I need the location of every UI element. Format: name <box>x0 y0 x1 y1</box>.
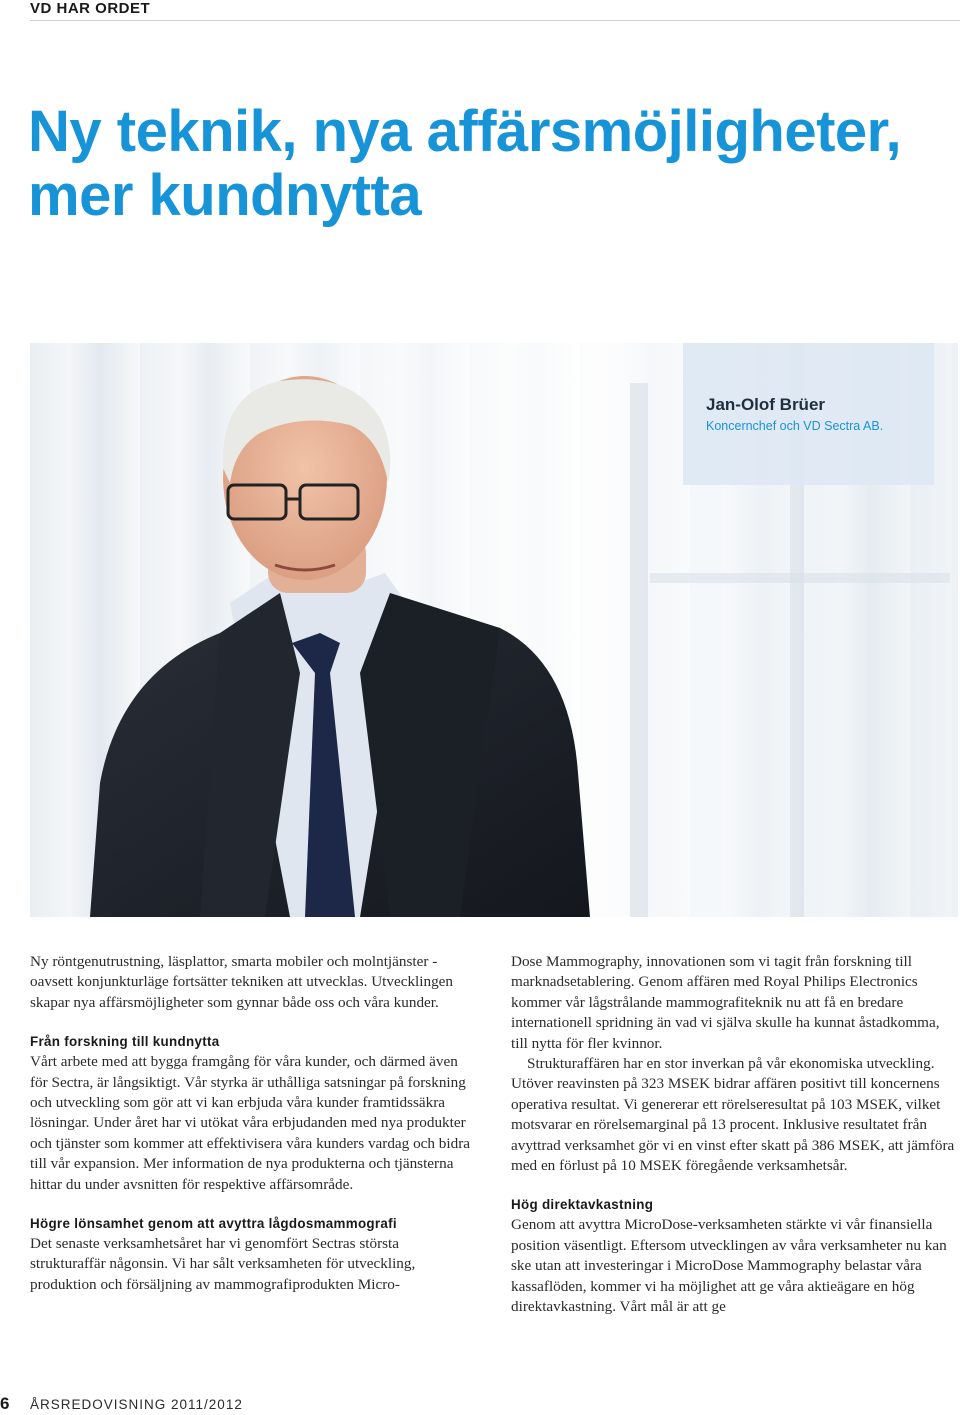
subheading-profitability: Högre lönsamhet genom att avyttra lågdosmammografi <box>30 1216 397 1232</box>
structural-deal-paragraph: Strukturaffären har en stor inverkan på vår ekonomiska utveckling. Utöver reavinsten på 323 MSEK bidrar affären positivt till koncernens operativa resultat. Vi genererar ett rörelseresultat på 103 MSEK, vilket motsvarar en rörelsemarginal på 13 procent. Inklusive resultatet från avyttrad verksamhet gör vi en vinst efter skatt på 386 MSEK, att jämföra med en förlust på 10 MSEK föregående verksamhetsår. <box>511 1055 955 1175</box>
right-column <box>511 952 959 1318</box>
intro-paragraph: Ny röntgenutrustning, läsplattor, smarta mobiler och molntjänster - oavsett konjunkturläge fortsätter tekniken att utvecklas. Utvecklingen skapar nya affärsmöjligheter som gynnar både oss och våra kunder. <box>30 953 454 1011</box>
caption-role: Koncernchef och VD Sectra AB. <box>706 419 884 433</box>
section-divider <box>30 20 960 21</box>
research-paragraph: Vårt arbete med att bygga framgång för våra kunder, och därmed även för Sectra, är långsiktigt. Vår styrka är uthålliga satsningar på forskning och utveckling som gör att vi kan erbjuda våra kunder framtidssäkra lösningar. Under året har vi utökat våra erbjudanden med nya produkter och tjänster som kommer att effektivisera våra kunders vardag och bidra till vår expansion. Mer information de nya produkterna och tjänsterna hittar du under avsnitten för respektive affärsområde. <box>30 1053 470 1193</box>
publication-title: ÅRSREDOVISNING 2011/2012 <box>30 1397 243 1412</box>
dividend-paragraph: Genom att avyttra MicroDose-verksamheten stärkte vi vår finansiella position väsentligt. Eftersom utvecklingen av våra verksamheter nu kan ske utan att investeringar i MicroDose Mammography belastar våra kassaflöden, kommer vi ha möjlighet att ge våra aktieägare en hög direktavkastning. Vårt mål är att ge <box>511 1216 947 1316</box>
caption-name: Jan-Olof Brüer <box>706 395 826 414</box>
page-number: 6 <box>0 1394 10 1413</box>
page-headline <box>28 100 958 228</box>
section-label: VD HAR ORDET <box>30 0 151 17</box>
left-column <box>30 952 478 1295</box>
headline-line-2: mer kundnytta <box>28 163 422 228</box>
profitability-paragraph: Det senaste verksamhetsåret har vi genomfört Sectras största strukturaffär någonsin. Vi har sålt verksamheten för utveckling, produktion och försäljning av mammografiprodukten Micro- <box>30 1235 416 1293</box>
subheading-research: Från forskning till kundnytta <box>30 1034 220 1050</box>
headline-line-1: Ny teknik, nya affärsmöjligheter, <box>28 99 902 164</box>
microdose-paragraph: Dose Mammography, innovationen som vi tagit från forskning till marknadsetablering. Genom affären med Royal Philips Electronics kommer vår lågstrålande mammografiteknik nu att få en bredare internationell spridning än vad vi själva skulle ha kunnat åstadkomma, till nytta för fler kvinnor. <box>511 953 940 1052</box>
subheading-dividend: Hög direktavkastning <box>511 1197 654 1213</box>
